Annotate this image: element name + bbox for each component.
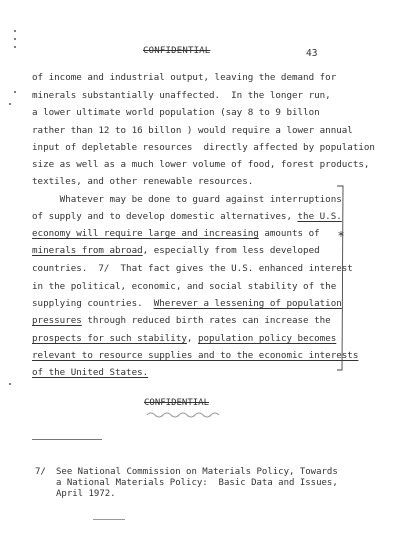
body-line-3: a lower ultimate world population (say 8 to 9 billon bbox=[32, 107, 320, 118]
underlined-phrase: prospects for such stability bbox=[32, 333, 187, 344]
para2-line-5: countries. 7/ That fact gives the U.S. enhanced interest bbox=[32, 263, 353, 274]
para2-line-1: Whatever may be done to guard against interruptions bbox=[32, 194, 342, 205]
underlined-phrase: population policy becomes bbox=[197, 333, 337, 344]
footnote-line-1: See National Commission on Materials Policy, Towards bbox=[56, 467, 338, 477]
para2-line-11: of the United States. bbox=[32, 367, 149, 378]
body-line-1: of income and industrial output, leaving the demand for bbox=[32, 72, 337, 83]
header-classification: CONFIDENTIAL bbox=[143, 46, 211, 56]
body-line-7: textiles, and other renewable resources. bbox=[32, 176, 254, 187]
underlined-phrase: the U.S. bbox=[297, 211, 342, 222]
footnote-rule bbox=[32, 439, 102, 440]
footnote-line-3: April 1972. bbox=[56, 489, 116, 499]
underlined-phrase: minerals from abroad bbox=[32, 245, 143, 256]
underlined-phrase: pressures bbox=[32, 315, 82, 326]
underlined-phrase: Wherever a lessening of population bbox=[153, 298, 342, 309]
footer-classification: CONFIDENTIAL bbox=[144, 398, 210, 408]
para2-line-6: in the political, economic, and social stability of the bbox=[32, 281, 337, 292]
footnote-line-2: a National Materials Policy: Basic Data and Issues, bbox=[56, 478, 338, 488]
para2-line-9: prospects for such stability, population policy becomes bbox=[32, 333, 337, 344]
margin-bracket-mark bbox=[336, 185, 346, 371]
footnote-number: 7/ bbox=[35, 467, 46, 477]
body-line-6: size as well as a much lower volume of food, forest products, bbox=[32, 159, 370, 170]
body-line-5: input of depletable resources directly affected by population bbox=[32, 142, 375, 153]
body-line-2: minerals substantially unaffected. In the longer run, bbox=[32, 90, 331, 101]
page-number: 43 bbox=[306, 48, 318, 59]
bottom-mark bbox=[93, 519, 125, 520]
para2-line-3: economy will require large and increasing amounts of bbox=[32, 228, 320, 239]
para2-line-7: supplying countries. Wherever a lessening of population bbox=[32, 298, 342, 309]
margin-asterisk: * bbox=[338, 229, 344, 243]
smudged-stamp bbox=[145, 410, 223, 419]
para2-line-4: minerals from abroad, especially from less developed bbox=[32, 245, 320, 256]
para2-line-8: pressures through reduced birth rates can increase the bbox=[32, 315, 331, 326]
body-line-4: rather than 12 to 16 billon ) would require a lower annual bbox=[32, 125, 353, 136]
para2-line-2: of supply and to develop domestic alternatives, the U.S. bbox=[32, 211, 342, 222]
underlined-phrase: economy will require large and increasing bbox=[32, 228, 259, 239]
para2-line-10: relevant to resource supplies and to the economic interests bbox=[32, 350, 359, 361]
